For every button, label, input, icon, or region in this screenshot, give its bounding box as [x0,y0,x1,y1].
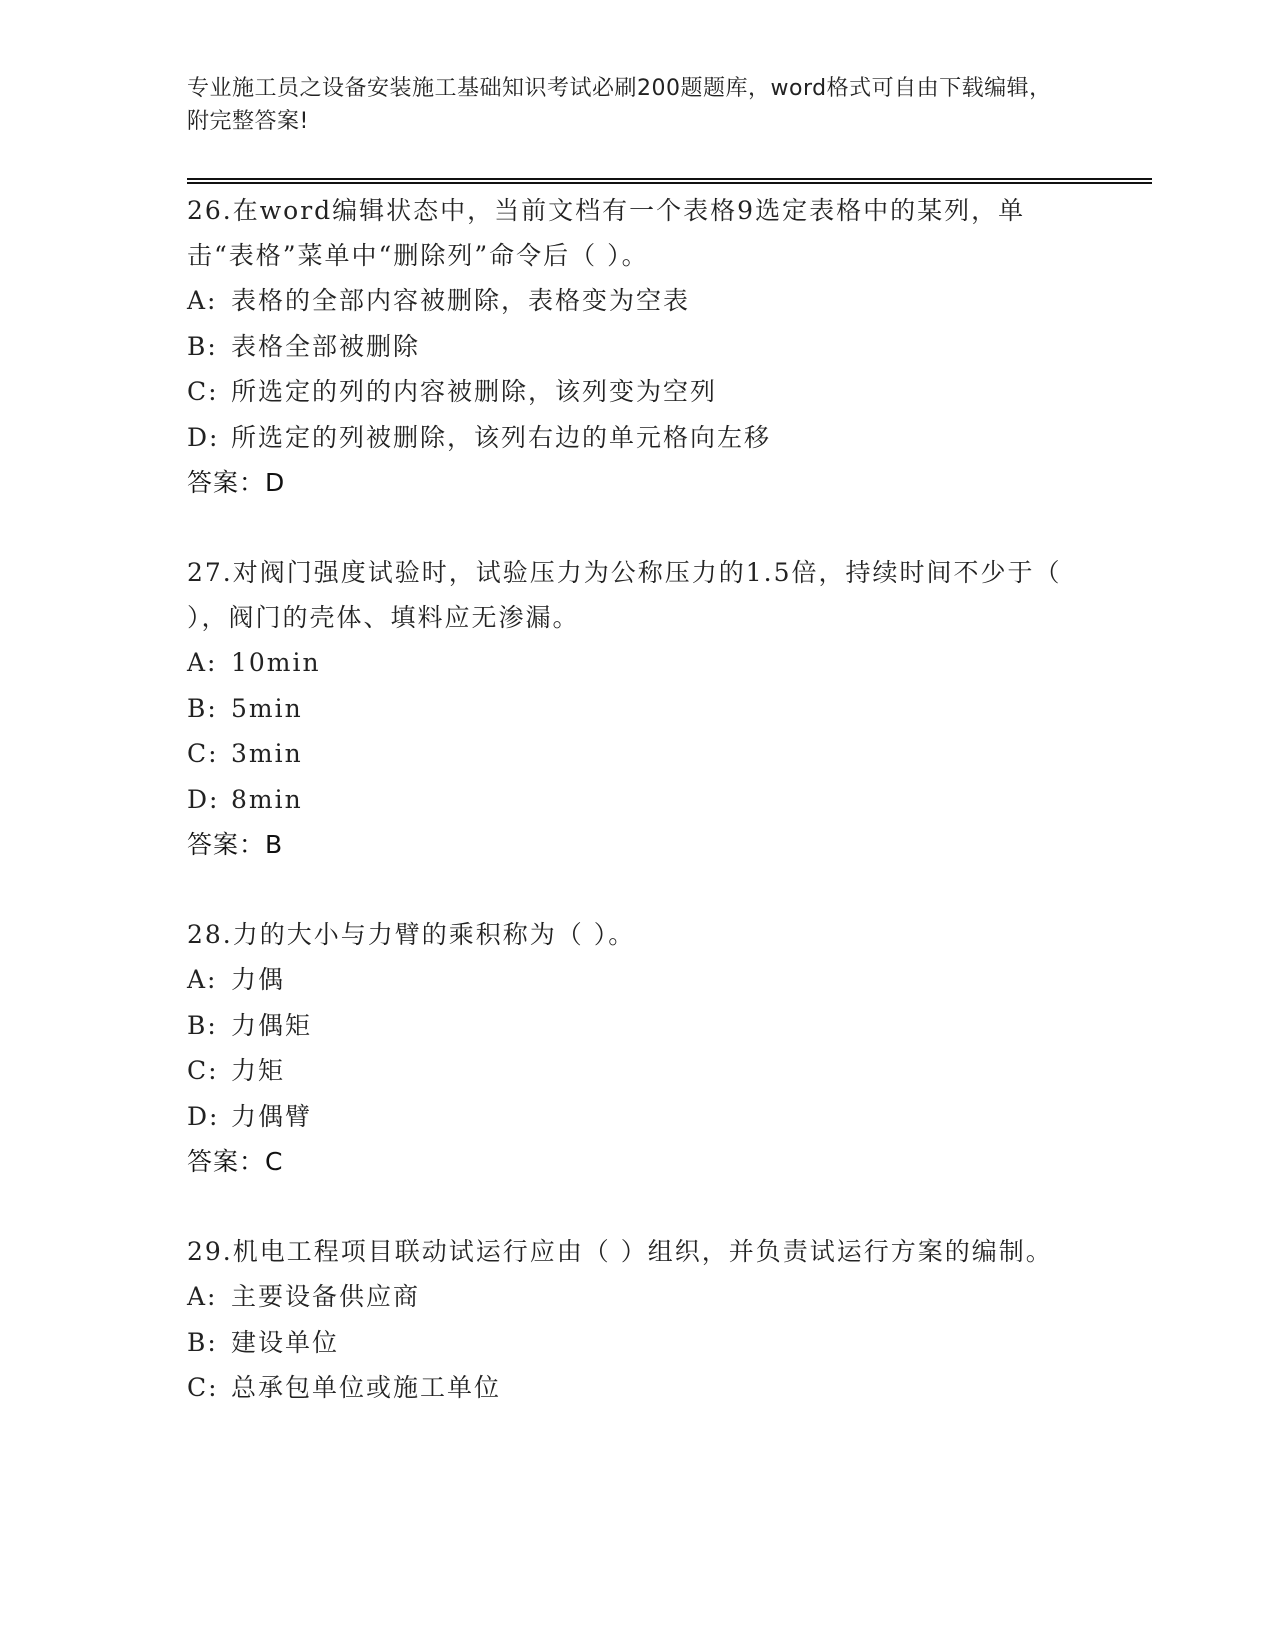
question-26 [187,188,1087,506]
option-label: B: [187,331,218,361]
option-text: 所选定的列的内容被删除，该列变为空列 [231,377,718,406]
question-stem: 28.力的大小与力臂的乘积称为（ ）。 [187,920,636,949]
option-b [187,324,1087,370]
option-d [187,1094,1087,1140]
option-text: 10min [231,648,321,677]
answer-line: 答案：D [187,468,286,497]
option-d [187,777,1087,823]
option-label: B: [187,1010,218,1040]
question-28 [187,912,1087,1185]
question-list [187,188,1087,1455]
option-a [187,957,1087,1003]
option-label: D: [187,422,220,452]
option-label: B: [187,693,218,723]
option-d [187,415,1087,461]
option-text: 5min [231,693,303,723]
option-label: A: [187,965,218,994]
option-text: 8min [231,784,303,814]
option-b [187,1003,1087,1049]
option-a [187,1274,1087,1320]
answer-line: 答案：C [187,1147,284,1176]
option-label: A: [187,286,218,315]
option-label: D: [187,1101,220,1131]
option-label: A: [187,648,218,677]
question-stem: 27.对阀门强度试验时，试验压力为公称压力的1.5倍，持续时间不少于（ ），阀门的壳体、填料应无渗漏。 [187,558,1062,632]
option-text: 表格的全部内容被删除，表格变为空表 [231,286,691,315]
option-b [187,1320,1087,1366]
option-b [187,686,1087,732]
option-c [187,1048,1087,1094]
option-text: 3min [231,739,303,768]
option-a [187,640,1087,686]
option-label: C: [187,1056,219,1085]
option-a [187,278,1087,324]
option-c [187,369,1087,415]
option-text: 力偶 [231,965,286,994]
option-label: C: [187,739,219,768]
option-label: D: [187,784,220,814]
option-text: 力偶臂 [231,1101,313,1131]
answer-line: 答案：B [187,830,284,859]
question-stem: 26.在word编辑状态中，当前文档有一个表格9选定表格中的某列，单击“表格”菜单中“删除列”命令后（ ）。 [187,196,1026,270]
document-header-title: 专业施工员之设备安装施工基础知识考试必刷200题题库，word格式可自由下载编辑，附完整答案! [187,76,1052,134]
option-label: C: [187,377,219,406]
option-text: 力矩 [231,1056,286,1085]
header-double-rule [187,178,1152,184]
option-label: A: [187,1282,218,1311]
option-label: B: [187,1327,218,1357]
option-text: 表格全部被删除 [231,331,421,361]
option-text: 主要设备供应商 [231,1282,421,1311]
option-c [187,731,1087,777]
option-c [187,1365,1087,1411]
option-text: 建设单位 [231,1327,340,1357]
question-27 [187,550,1087,868]
question-stem: 29.机电工程项目联动试运行应由（ ）组织，并负责试运行方案的编制。 [187,1237,1053,1266]
question-29 [187,1229,1087,1411]
option-text: 总承包单位或施工单位 [231,1373,502,1402]
option-label: C: [187,1373,219,1402]
option-text: 力偶矩 [231,1010,313,1040]
option-text: 所选定的列被删除，该列右边的单元格向左移 [231,422,772,452]
